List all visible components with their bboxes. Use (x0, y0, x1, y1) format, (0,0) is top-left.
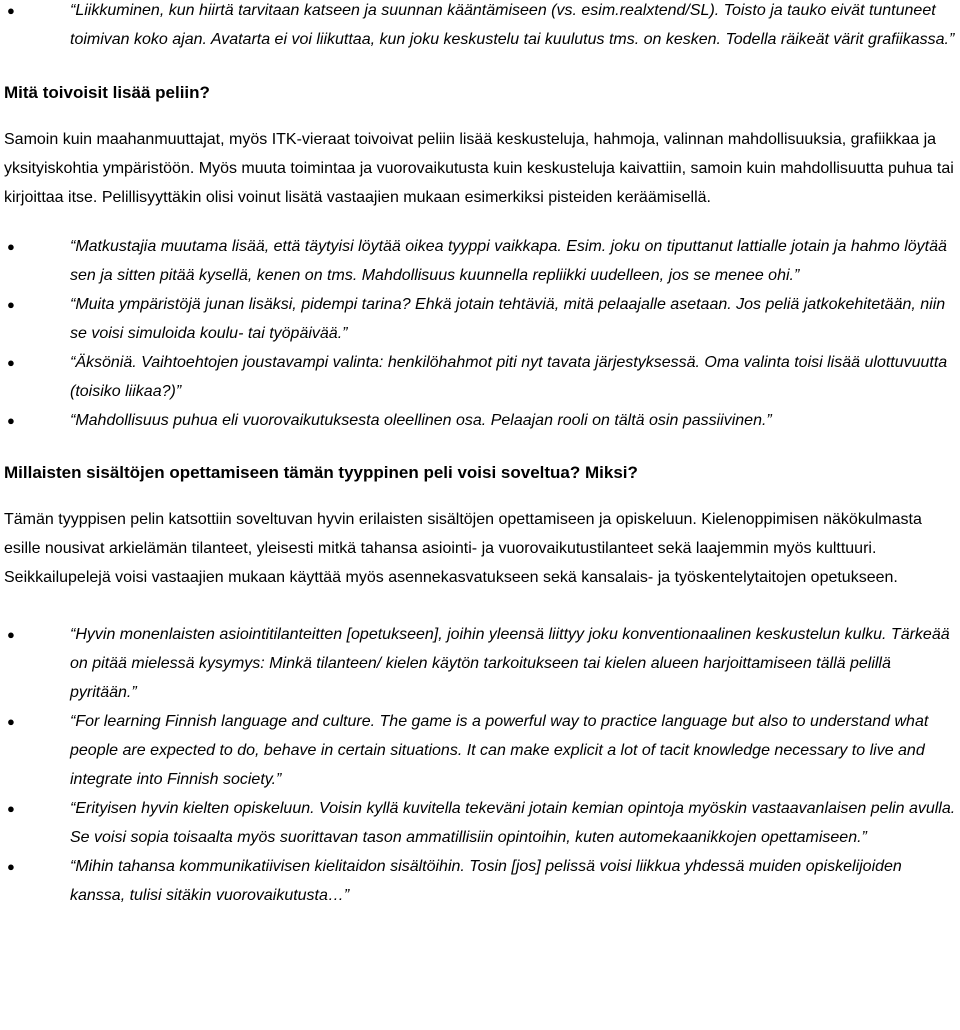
feedback-list-3 (4, 620, 956, 910)
bullet-icon: ● (7, 859, 15, 874)
bullet-icon: ● (7, 714, 15, 729)
bullet-icon: ● (7, 297, 15, 312)
list-item (4, 794, 956, 852)
list-item (4, 620, 956, 707)
list-item (4, 0, 956, 54)
paragraph-content: Tämän tyyppisen pelin katsottiin soveltuvan hyvin erilaisten sisältöjen opettamiseen ja opiskeluun. Kielenoppimisen näkökulmasta esille nousivat arkielämän tilanteet, yleisesti mitkä tahansa asiointi- ja vuorovaikutustilanteet sekä laajemmin myös kulttuuri. Seikkailupelejä voisi vastaajien mukaan käyttää myös asennekasvatukseen sekä kansalais- ja työskentelytaitojen opetukseen. (4, 511, 922, 586)
list-item (4, 852, 956, 910)
quote-text: “Matkustajia muutama lisää, että täytyisi löytää oikea tyyppi vaikkapa. Esim. joku on tiputtanut lattialle jotain ja hahmo löytää sen ja sitten pitää kysellä, kenen on tms. Mahdollisuus kuunnella repliikki uudelleen, jos se menee ohi.” (70, 238, 947, 284)
document-page (4, 0, 956, 910)
paragraph-wishes: Samoin kuin maahanmuuttajat, myös ITK-vieraat toivoivat peliin lisää keskusteluja, hahmoja, valinnan mahdollisuuksia, grafiikkaa ja yksityiskohtia ympäristöön. Myös muuta toimintaa ja vuorovaikutusta kuin keskusteluja kaivattiin, samoin kuin mahdollisuutta puhua tai kirjoittaa itse. Pelillisyyttäkin olisi voinut lisätä vastaajien mukaan esimerkiksi pisteiden keräämisellä. (4, 131, 954, 206)
list-item (4, 290, 956, 348)
quote-text: “Erityisen hyvin kielten opiskeluun. Voisin kyllä kuvitella tekeväni jotain kemian opintoja myöskin vastaavanlaisen pelin avulla. Se voisi sopia toisaalta myös suorittavan tason ammatillisiin opintoihin, kuten automekaanikkojen opettamiseen.” (70, 800, 956, 846)
quote-text: “Mahdollisuus puhua eli vuorovaikutuksesta oleellinen osa. Pelaajan rooli on tältä osin passiivinen.” (70, 412, 772, 429)
list-item (4, 707, 956, 794)
quote-text: “Mihin tahansa kommunikatiivisen kielitaidon sisältöihin. Tosin [jos] pelissä voisi liikkua yhdessä muiden opiskelijoiden kanssa, tulisi sitäkin vuorovaikutusta…” (70, 858, 902, 904)
list-item (4, 232, 956, 290)
section-heading-content: Millaisten sisältöjen opettamiseen tämän tyyppinen peli voisi soveltua? Miksi? (4, 463, 638, 482)
bullet-icon: ● (7, 627, 15, 642)
quote-text: “Äksöniä. Vaihtoehtojen joustavampi valinta: henkilöhahmot piti nyt tavata järjestyksessä. Oma valinta toisi lisää ulottuvuutta (toisiko liikaa?)” (70, 354, 948, 400)
feedback-list-1 (4, 0, 956, 54)
list-item (4, 348, 956, 406)
bullet-icon: ● (7, 801, 15, 816)
quote-text: “For learning Finnish language and culture. The game is a powerful way to practice language but also to understand what people are expected to do, behave in certain situations. It can make explicit a lot of tacit knowledge necessary to live and integrate into Finnish society.” (70, 713, 929, 788)
quote-text: “Hyvin monenlaisten asiointitilanteitten [opetukseen], joihin yleensä liittyy joku konventionaalinen keskustelun kulku. Tärkeää on pitää mielessä kysymys: Minkä tilanteen/ kielen käytön tarkoitukseen tai kielen alueen harjoittamiseen tällä pelillä pyritään.” (70, 626, 950, 701)
bullet-icon: ● (7, 413, 15, 428)
bullet-icon: ● (7, 355, 15, 370)
quote-text: “Muita ympäristöjä junan lisäksi, pidempi tarina? Ehkä jotain tehtäviä, mitä pelaajalle asetaan. Jos peliä jatkokehitetään, niin se voisi simuloida koulu- tai työpäivää.” (70, 296, 946, 342)
bullet-icon: ● (7, 3, 15, 18)
feedback-list-2 (4, 232, 956, 435)
list-item (4, 406, 956, 435)
bullet-icon: ● (7, 239, 15, 254)
quote-text: “Liikkuminen, kun hiirtä tarvitaan katseen ja suunnan kääntämiseen (vs. esim.realxtend/SL). Toisto ja tauko eivät tuntuneet toimivan koko ajan. Avatarta ei voi liikuttaa, kun joku keskustelu tai kuulutus tms. on kesken. Todella räikeät värit grafiikassa.” (70, 2, 955, 48)
section-heading-wishes: Mitä toivoisit lisää peliin? (4, 83, 210, 102)
